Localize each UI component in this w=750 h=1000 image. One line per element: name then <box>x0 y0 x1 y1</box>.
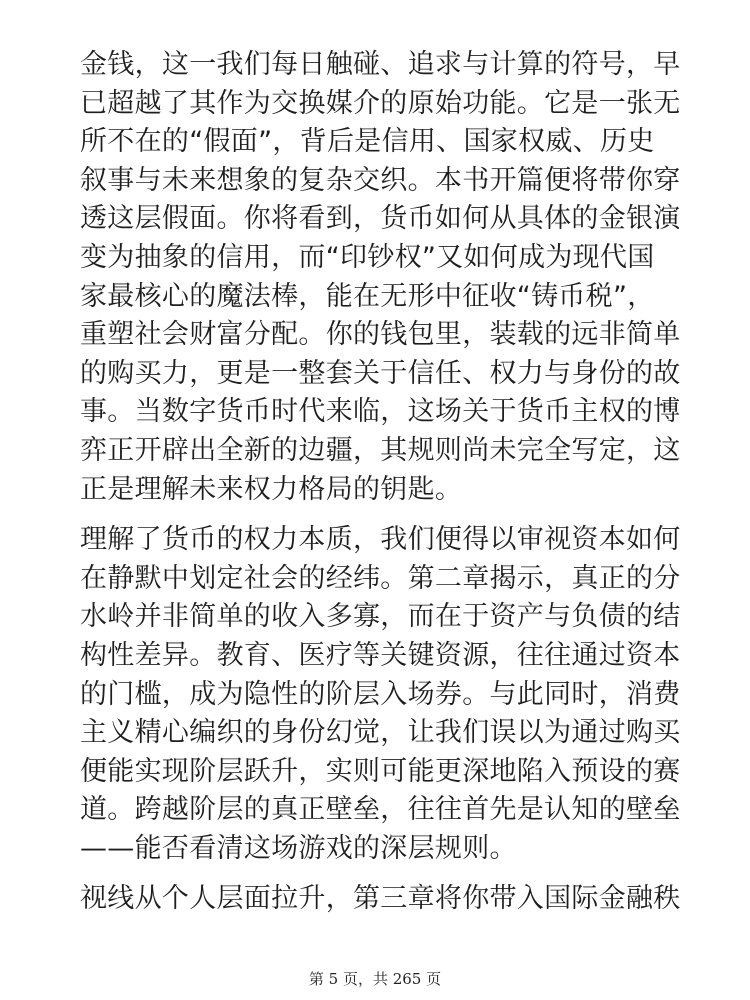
body-text <box>80 46 681 919</box>
text-line: 构性差异。教育、医疗等关键资源，往往通过资本 <box>80 639 681 671</box>
text-line: 所不在的“假面”，背后是信用、国家权威、历史 <box>80 126 655 158</box>
paragraph-2 <box>80 521 681 868</box>
page-number-footer: 第 5 页，共 265 页 <box>308 970 442 988</box>
text-line: 重塑社会财富分配。你的钱包里，装载的远非简单 <box>80 319 681 351</box>
paragraph-spacer <box>80 509 670 521</box>
text-line: 叙事与未来想象的复杂交织。本书开篇便将带你穿 <box>80 164 681 196</box>
text-line: 弈正开辟出全新的边疆，其规则尚未完全写定，这 <box>80 434 681 466</box>
text-line: 视线从个人层面拉升，第三章将你带入国际金融秩 <box>80 883 681 915</box>
text-line: 道。跨越阶层的真正壁垒，往往首先是认知的壁垒 <box>80 794 681 826</box>
paragraph-1 <box>80 46 681 509</box>
text-line: 金钱，这一我们每日触碰、追求与计算的符号，早 <box>80 49 681 80</box>
text-line: 事。当数字货币时代来临，这场关于货币主权的博 <box>80 396 681 428</box>
text-line: 的门槛，成为隐性的阶层入场券。与此同时，消费 <box>80 678 681 710</box>
text-line: 的购买力，更是一整套关于信任、权力与身份的故 <box>80 357 681 389</box>
text-line: 已超越了其作为交换媒介的原始功能。它是一张无 <box>80 87 681 119</box>
text-line: 正是理解未来权力格局的钥匙。 <box>80 473 463 505</box>
text-line: 透这层假面。你将看到，货币如何从具体的金银演 <box>80 203 681 235</box>
paragraph-3 <box>80 880 681 919</box>
text-line: 理解了货币的权力本质，我们便得以审视资本如何 <box>80 524 681 556</box>
paragraph-spacer <box>80 868 670 880</box>
text-line: ——能否看清这场游戏的深层规则。 <box>80 832 517 864</box>
text-line: 变为抽象的信用，而“印钞权”又如何成为现代国 <box>80 241 655 273</box>
text-line: 主义精心编织的身份幻觉，让我们误以为通过购买 <box>80 717 681 749</box>
text-line: 便能实现阶层跃升，实则可能更深地陷入预设的赛 <box>80 755 681 787</box>
text-line: 在静默中划定社会的经纬。第二章揭示，真正的分 <box>80 562 681 594</box>
text-line: 家最核心的魔法棒，能在无形中征收“铸币税”， <box>80 280 655 312</box>
text-line: 水岭并非简单的收入多寡，而在于资产与负债的结 <box>80 601 681 633</box>
